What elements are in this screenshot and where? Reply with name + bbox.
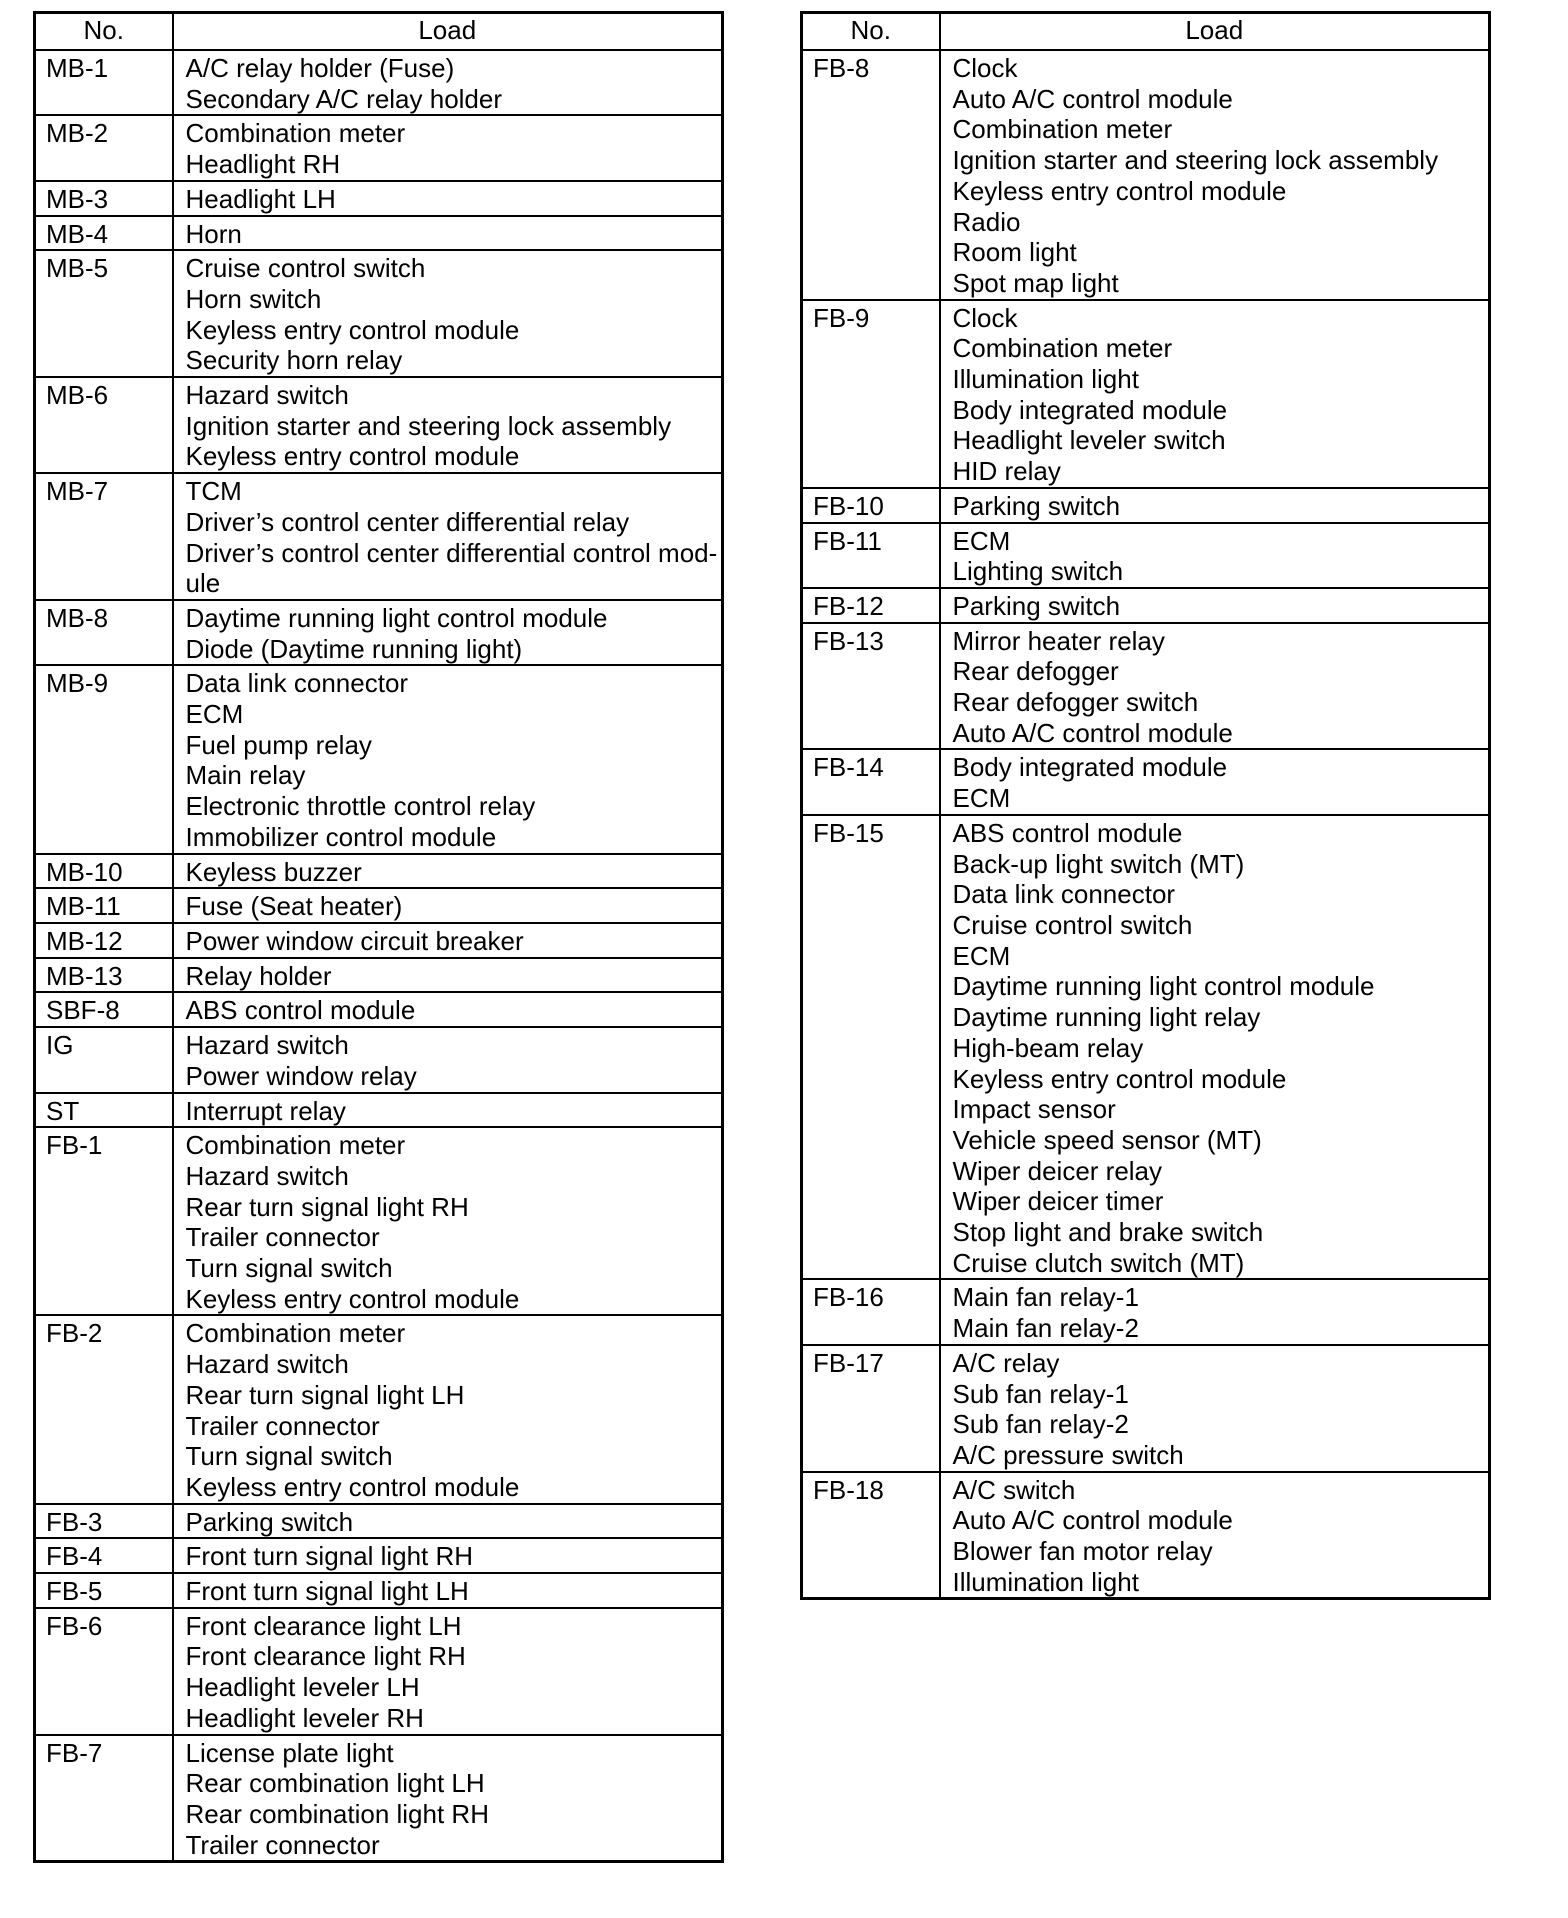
- load-item: Keyless buzzer: [185, 856, 362, 887]
- fuse-number-cell: MB-9: [35, 665, 173, 853]
- load-item: Headlight RH: [185, 149, 341, 180]
- column-header-load: Load: [173, 13, 723, 51]
- table-row: [35, 1504, 723, 1539]
- load-item: Cruise control switch: [185, 253, 426, 284]
- load-cell: [173, 1127, 723, 1315]
- fuse-number-cell: FB-17: [802, 1345, 940, 1472]
- table-row: [802, 623, 1490, 750]
- load-item: Lighting switch: [952, 556, 1124, 587]
- load-item: Parking switch: [952, 490, 1121, 521]
- load-item: Hazard switch: [185, 380, 349, 411]
- load-item: Headlight leveler RH: [185, 1702, 424, 1733]
- load-cell: [940, 488, 1490, 523]
- fuse-number-cell: MB-3: [35, 181, 173, 216]
- fuse-number-cell: FB-12: [802, 588, 940, 623]
- load-cell: [940, 300, 1490, 488]
- table-row: [35, 888, 723, 923]
- load-item: Auto A/C control module: [952, 717, 1233, 748]
- load-item: ECM: [952, 783, 1011, 814]
- load-item: A/C pressure switch: [952, 1439, 1184, 1470]
- table-row: [802, 749, 1490, 814]
- table-row: [35, 1538, 723, 1573]
- table-row: [802, 1472, 1490, 1599]
- load-cell: [173, 115, 723, 180]
- load-item: Front clearance light RH: [185, 1641, 466, 1672]
- load-cell: [173, 1027, 723, 1092]
- load-item: Impact sensor: [952, 1094, 1116, 1125]
- load-item: Data link connector: [185, 668, 409, 699]
- load-cell: [173, 181, 723, 216]
- load-item: Body integrated module: [952, 394, 1228, 425]
- load-item: Front clearance light LH: [185, 1610, 462, 1641]
- load-item: Turn signal switch: [185, 1441, 393, 1472]
- fuse-number-cell: MB-13: [35, 958, 173, 993]
- table-row: [35, 1127, 723, 1315]
- fuse-number-cell: FB-5: [35, 1573, 173, 1608]
- load-item: Clock: [952, 302, 1018, 333]
- load-item: Headlight leveler LH: [185, 1672, 420, 1703]
- fuse-number-cell: MB-11: [35, 888, 173, 923]
- table-row: [35, 181, 723, 216]
- table-row: [35, 1315, 723, 1503]
- load-table-right: [800, 11, 1491, 1600]
- load-item: Parking switch: [952, 590, 1121, 621]
- fuse-number-cell: MB-5: [35, 250, 173, 377]
- load-item: Rear defogger: [952, 656, 1119, 687]
- load-cell: [940, 815, 1490, 1280]
- load-item: Keyless entry control module: [185, 1283, 520, 1314]
- table-row: [35, 377, 723, 473]
- load-cell: [173, 250, 723, 377]
- fuse-number-cell: FB-4: [35, 1538, 173, 1573]
- load-item: Main fan relay-1: [952, 1282, 1139, 1313]
- load-cell: [173, 1538, 723, 1573]
- fuse-number-cell: MB-7: [35, 473, 173, 600]
- table-row: [35, 216, 723, 251]
- load-item: Combination meter: [185, 1130, 406, 1161]
- fuse-number-cell: SBF-8: [35, 992, 173, 1027]
- fuse-number-cell: FB-8: [802, 50, 940, 300]
- fuse-number-cell: ST: [35, 1093, 173, 1128]
- load-item: Daytime running light control module: [185, 602, 608, 633]
- load-item: A/C relay holder (Fuse): [185, 53, 455, 83]
- load-cell: [940, 50, 1490, 300]
- load-item: High-beam relay: [952, 1032, 1144, 1063]
- load-item: Trailer connector: [185, 1410, 380, 1441]
- load-item: Diode (Daytime running light): [185, 633, 523, 664]
- load-item: Daytime running light relay: [952, 1002, 1261, 1033]
- load-item: Illumination light: [952, 1566, 1139, 1597]
- fuse-number-cell: MB-6: [35, 377, 173, 473]
- load-item: Wiper deicer timer: [952, 1186, 1164, 1217]
- load-item: Hazard switch: [185, 1030, 349, 1061]
- load-item: Front turn signal light RH: [185, 1541, 474, 1572]
- table-row: [35, 1735, 723, 1862]
- table-row: [35, 1093, 723, 1128]
- fuse-number-cell: FB-3: [35, 1504, 173, 1539]
- load-table-left: [33, 11, 724, 1863]
- load-item: Secondary A/C relay holder: [185, 83, 503, 114]
- load-item: Power window relay: [185, 1060, 417, 1091]
- load-item: Stop light and brake switch: [952, 1217, 1264, 1248]
- load-item: ECM: [185, 699, 244, 730]
- load-item: Electronic throttle control relay: [185, 791, 536, 822]
- load-item: Horn switch: [185, 283, 322, 314]
- load-cell: [173, 923, 723, 958]
- load-item: Cruise clutch switch (MT): [952, 1247, 1245, 1278]
- load-item: Rear turn signal light RH: [185, 1191, 469, 1222]
- load-item: Headlight leveler switch: [952, 425, 1226, 456]
- load-cell: [940, 588, 1490, 623]
- load-item: Sub fan relay-1: [952, 1378, 1129, 1409]
- load-item: Main relay: [185, 760, 306, 791]
- table-row: [35, 1027, 723, 1092]
- table-row: [35, 992, 723, 1027]
- fuse-number-cell: FB-10: [802, 488, 940, 523]
- load-item: Turn signal switch: [185, 1253, 393, 1284]
- load-item: HID relay: [952, 456, 1061, 487]
- load-item: Hazard switch: [185, 1349, 349, 1380]
- fuse-number-cell: MB-4: [35, 216, 173, 251]
- load-item: Rear turn signal light LH: [185, 1379, 465, 1410]
- load-item: Ignition starter and steering lock assembly: [952, 145, 1439, 176]
- load-item: Keyless entry control module: [185, 314, 520, 345]
- load-cell: [173, 1315, 723, 1503]
- fuse-number-cell: FB-1: [35, 1127, 173, 1315]
- load-item: Ignition starter and steering lock assembly: [185, 410, 672, 441]
- load-item: Combination meter: [952, 114, 1173, 145]
- fuse-number-cell: FB-18: [802, 1472, 940, 1599]
- load-cell: [940, 1279, 1490, 1344]
- load-item: Mirror heater relay: [952, 625, 1165, 656]
- header-row: [802, 13, 1490, 51]
- table-row: [35, 854, 723, 889]
- load-cell: [940, 749, 1490, 814]
- table-row: [802, 300, 1490, 488]
- load-cell: [940, 523, 1490, 588]
- load-item: Fuel pump relay: [185, 729, 372, 760]
- load-item: Spot map light: [952, 267, 1119, 298]
- table-row: [35, 923, 723, 958]
- load-item: Back-up light switch (MT): [952, 848, 1245, 879]
- load-cell: [173, 377, 723, 473]
- load-item: Driver’s control center differential relay: [185, 506, 630, 537]
- column-header-no: No.: [802, 13, 940, 51]
- load-item: Immobilizer control module: [185, 821, 497, 852]
- table-row: [802, 488, 1490, 523]
- header-row: [35, 13, 723, 51]
- load-cell: [173, 888, 723, 923]
- load-item: Parking switch: [185, 1506, 354, 1537]
- load-cell: [173, 216, 723, 251]
- table-body-right: [802, 50, 1490, 1599]
- fuse-number-cell: MB-1: [35, 50, 173, 115]
- table-row: [35, 115, 723, 180]
- load-item: Main fan relay-2: [952, 1313, 1139, 1344]
- load-item: Auto A/C control module: [952, 83, 1233, 114]
- load-item: Horn: [185, 218, 242, 249]
- fuse-number-cell: MB-12: [35, 923, 173, 958]
- load-item: Trailer connector: [185, 1829, 380, 1860]
- load-item: Clock: [952, 53, 1018, 83]
- load-item: Trailer connector: [185, 1222, 380, 1253]
- load-item: Radio: [952, 206, 1021, 237]
- load-item: Interrupt relay: [185, 1095, 346, 1126]
- fuse-number-cell: IG: [35, 1027, 173, 1092]
- fuse-number-cell: MB-8: [35, 600, 173, 665]
- load-item: Rear combination light RH: [185, 1798, 489, 1829]
- load-item: Blower fan motor relay: [952, 1536, 1213, 1567]
- load-item: Driver’s control center differential control mod-: [185, 537, 718, 568]
- load-item: Room light: [952, 237, 1077, 268]
- load-item: Relay holder: [185, 960, 332, 991]
- table-row: [802, 1279, 1490, 1344]
- column-header-no: No.: [35, 13, 173, 51]
- load-item: License plate light: [185, 1737, 394, 1768]
- load-cell: [940, 1345, 1490, 1472]
- fuse-number-cell: FB-13: [802, 623, 940, 750]
- fuse-number-cell: FB-16: [802, 1279, 940, 1344]
- table-row: [802, 50, 1490, 300]
- load-item: Vehicle speed sensor (MT): [952, 1124, 1262, 1155]
- load-item: Sub fan relay-2: [952, 1409, 1129, 1440]
- load-item: Security horn relay: [185, 345, 403, 376]
- load-cell: [173, 1735, 723, 1862]
- load-item: A/C switch: [952, 1474, 1076, 1505]
- load-cell: [173, 1573, 723, 1608]
- table-row: [35, 958, 723, 993]
- load-item: Combination meter: [185, 118, 406, 149]
- table-row: [802, 1345, 1490, 1472]
- fuse-number-cell: FB-11: [802, 523, 940, 588]
- load-cell: [173, 473, 723, 600]
- table-row: [802, 588, 1490, 623]
- table-row: [35, 665, 723, 853]
- column-header-load: Load: [940, 13, 1490, 51]
- table-row: [35, 1608, 723, 1735]
- fuse-number-cell: FB-14: [802, 749, 940, 814]
- fuse-number-cell: MB-10: [35, 854, 173, 889]
- load-item: Hazard switch: [185, 1160, 349, 1191]
- load-cell: [940, 1472, 1490, 1599]
- load-item: TCM: [185, 476, 242, 507]
- load-item: Auto A/C control module: [952, 1505, 1233, 1536]
- load-item: Cruise control switch: [952, 909, 1193, 940]
- load-item: Keyless entry control module: [185, 441, 520, 472]
- load-cell: [173, 958, 723, 993]
- table-body-left: [35, 50, 723, 1862]
- table-row: [35, 50, 723, 115]
- fuse-number-cell: FB-6: [35, 1608, 173, 1735]
- table-row: [35, 600, 723, 665]
- load-item: Power window circuit breaker: [185, 925, 524, 956]
- load-item: Data link connector: [952, 879, 1176, 910]
- load-item: Keyless entry control module: [952, 175, 1287, 206]
- load-item: Wiper deicer relay: [952, 1155, 1163, 1186]
- fuse-number-cell: FB-9: [802, 300, 940, 488]
- load-item: ABS control module: [952, 817, 1183, 848]
- load-item: Front turn signal light LH: [185, 1576, 469, 1607]
- load-cell: [173, 665, 723, 853]
- table-row: [35, 250, 723, 377]
- load-item: Rear combination light LH: [185, 1768, 485, 1799]
- load-cell: [940, 623, 1490, 750]
- table-row: [35, 1573, 723, 1608]
- load-item: A/C relay: [952, 1347, 1060, 1378]
- load-cell: [173, 854, 723, 889]
- load-item: Headlight LH: [185, 183, 336, 214]
- load-item: Body integrated module: [952, 752, 1228, 783]
- load-item: ECM: [952, 940, 1011, 971]
- load-item: Fuse (Seat heater): [185, 891, 403, 922]
- load-item: Keyless entry control module: [952, 1063, 1287, 1094]
- fuse-number-cell: FB-7: [35, 1735, 173, 1862]
- load-cell: [173, 1093, 723, 1128]
- load-cell: [173, 992, 723, 1027]
- load-item: Daytime running light control module: [952, 971, 1375, 1002]
- load-item: ABS control module: [185, 995, 416, 1026]
- fuse-number-cell: MB-2: [35, 115, 173, 180]
- load-item: Illumination light: [952, 364, 1139, 395]
- load-item: ule: [185, 568, 221, 599]
- fuse-number-cell: FB-15: [802, 815, 940, 1280]
- fuse-number-cell: FB-2: [35, 1315, 173, 1503]
- load-item: Keyless entry control module: [185, 1471, 520, 1502]
- table-row: [802, 523, 1490, 588]
- table-row: [802, 815, 1490, 1280]
- table-row: [35, 473, 723, 600]
- load-cell: [173, 600, 723, 665]
- load-cell: [173, 1504, 723, 1539]
- load-item: Combination meter: [185, 1318, 406, 1349]
- load-cell: [173, 1608, 723, 1735]
- load-item: Rear defogger switch: [952, 687, 1199, 718]
- load-item: ECM: [952, 525, 1011, 556]
- load-cell: [173, 50, 723, 115]
- load-item: Combination meter: [952, 333, 1173, 364]
